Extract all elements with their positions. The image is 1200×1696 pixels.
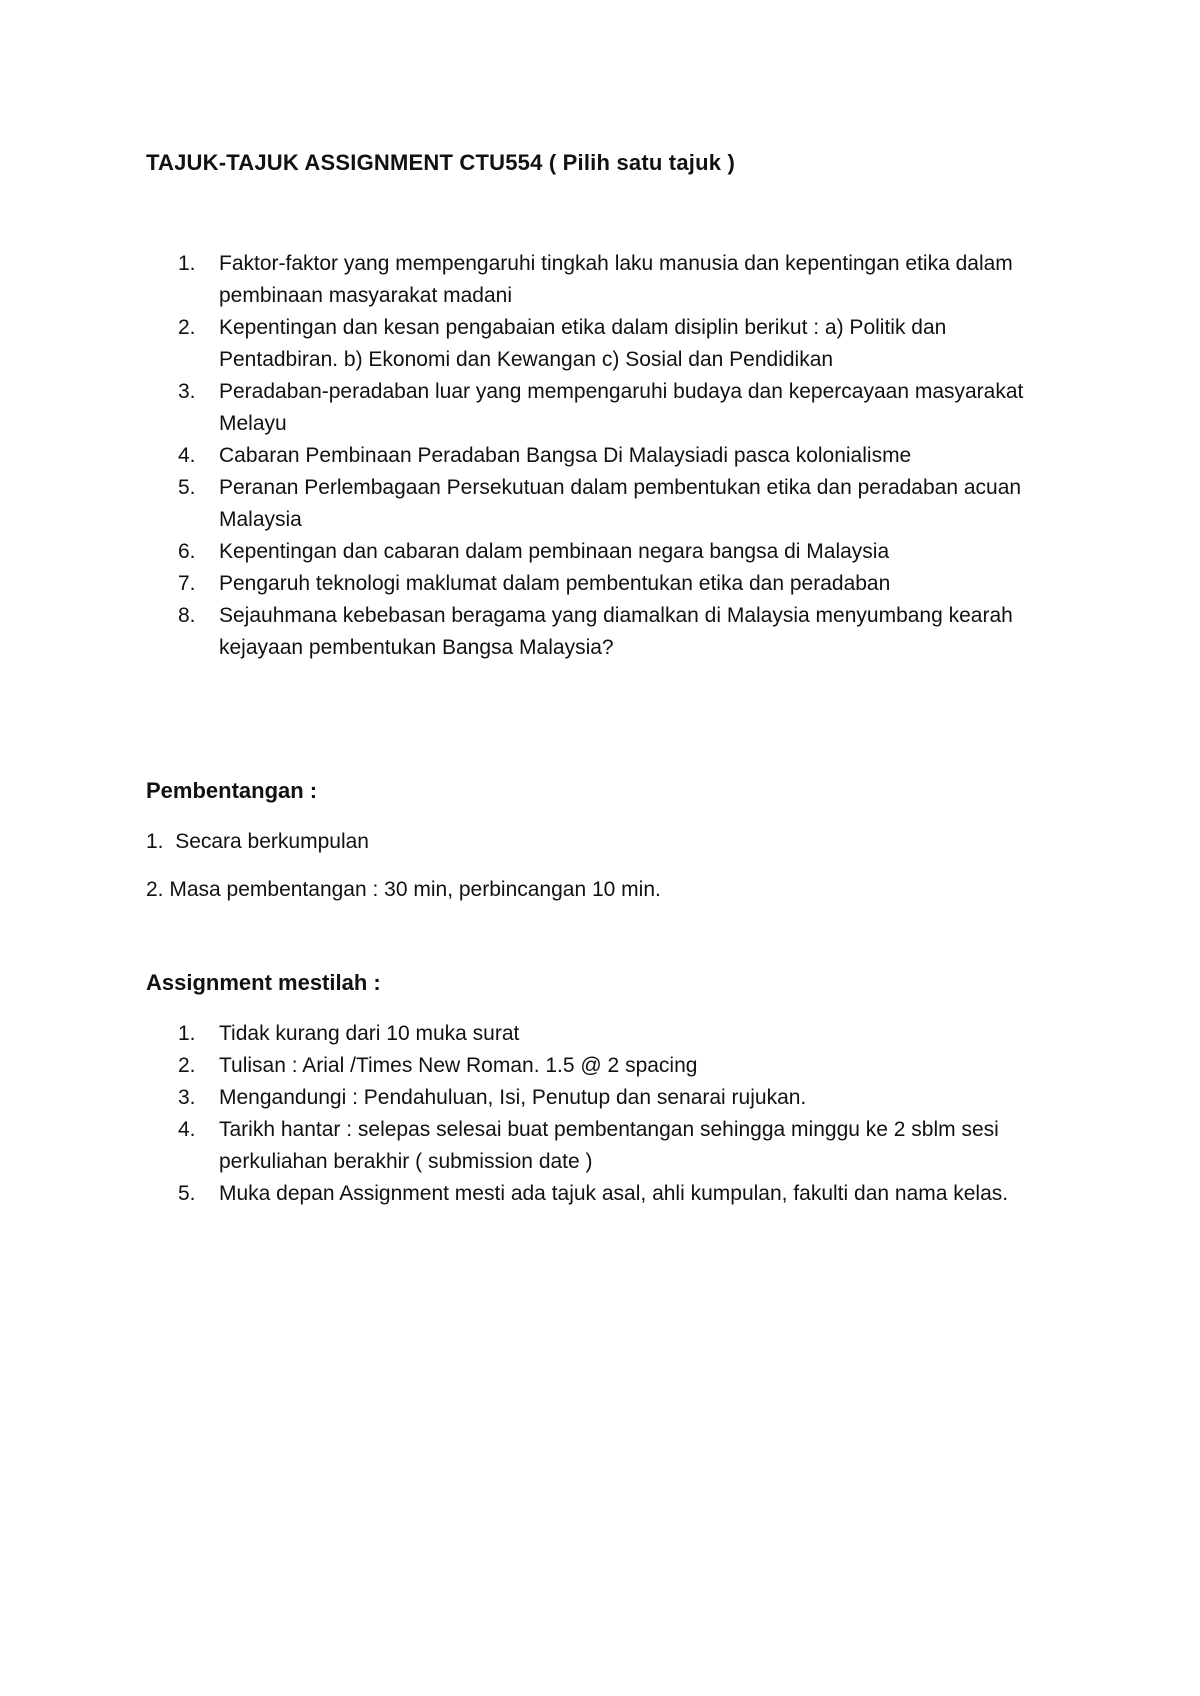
list-text: Peranan Perlembagaan Persekutuan dalam pembentukan etika dan peradaban acuan Malaysia (219, 476, 1022, 531)
requirements-list (0, 1018, 1059, 1210)
list-text: Masa pembentangan : 30 min, perbincangan 10 min. (169, 878, 661, 901)
list-number: 1. (178, 252, 196, 275)
list-item (0, 600, 1059, 664)
list-text: Mengandungi : Pendahuluan, Isi, Penutup dan senarai rujukan. (219, 1086, 807, 1109)
list-number: 2. (178, 316, 196, 339)
list-text: Tulisan : Arial /Times New Roman. 1.5 @ 2 spacing (219, 1054, 698, 1077)
list-number: 4. (178, 1118, 196, 1141)
list-number: 1. (178, 1022, 196, 1045)
list-text: Kepentingan dan cabaran dalam pembinaan negara bangsa di Malaysia (219, 540, 890, 563)
assignment-heading: Assignment mestilah : (146, 970, 381, 995)
list-item (0, 1178, 1059, 1210)
list-item (0, 1018, 1059, 1050)
list-text: Peradaban-peradaban luar yang mempengaruhi budaya dan kepercayaan masyarakat Melayu (219, 380, 1024, 435)
list-number: 3. (178, 380, 196, 403)
list-number: 2. (146, 878, 164, 901)
list-number: 1. (146, 830, 164, 853)
list-item (0, 472, 1059, 536)
list-item (0, 312, 1059, 376)
list-number: 6. (178, 540, 196, 563)
topics-list (0, 248, 1059, 664)
list-item (0, 1050, 1059, 1082)
list-number: 8. (178, 604, 196, 627)
list-item (0, 1114, 1059, 1178)
list-text: Sejauhmana kebebasan beragama yang diamalkan di Malaysia menyumbang kearah kejayaan pembentukan Bangsa Malaysia? (219, 604, 1013, 659)
presentation-item (146, 874, 661, 906)
list-text: Kepentingan dan kesan pengabaian etika dalam disiplin berikut : a) Politik dan Pentadbiran. b) Ekonomi dan Kewangan c) Sosial dan Pendidikan (219, 316, 947, 371)
list-number: 7. (178, 572, 196, 595)
list-item (0, 440, 1059, 472)
presentation-item (146, 826, 369, 858)
list-item (0, 248, 1059, 312)
list-text: Secara berkumpulan (175, 830, 369, 853)
list-item (0, 376, 1059, 440)
list-text: Cabaran Pembinaan Peradaban Bangsa Di Malaysiadi pasca kolonialisme (219, 444, 912, 467)
list-item (0, 568, 1059, 600)
list-text: Faktor-faktor yang mempengaruhi tingkah laku manusia dan kepentingan etika dalam pembinaan masyarakat madani (219, 252, 1013, 307)
list-number: 5. (178, 1182, 196, 1205)
list-text: Tarikh hantar : selepas selesai buat pembentangan sehingga minggu ke 2 sblm sesi perkuliahan berakhir ( submission date ) (219, 1118, 999, 1173)
list-item (0, 1082, 1059, 1114)
document-title: TAJUK-TAJUK ASSIGNMENT CTU554 ( Pilih satu tajuk ) (146, 150, 735, 175)
list-number: 4. (178, 444, 196, 467)
list-number: 3. (178, 1086, 196, 1109)
list-number: 2. (178, 1054, 196, 1077)
list-text: Tidak kurang dari 10 muka surat (219, 1022, 520, 1045)
list-number: 5. (178, 476, 196, 499)
presentation-heading: Pembentangan : (146, 778, 318, 803)
list-item (0, 536, 1059, 568)
list-text: Pengaruh teknologi maklumat dalam pembentukan etika dan peradaban (219, 572, 891, 595)
list-text: Muka depan Assignment mesti ada tajuk asal, ahli kumpulan, fakulti dan nama kelas. (219, 1182, 1009, 1205)
